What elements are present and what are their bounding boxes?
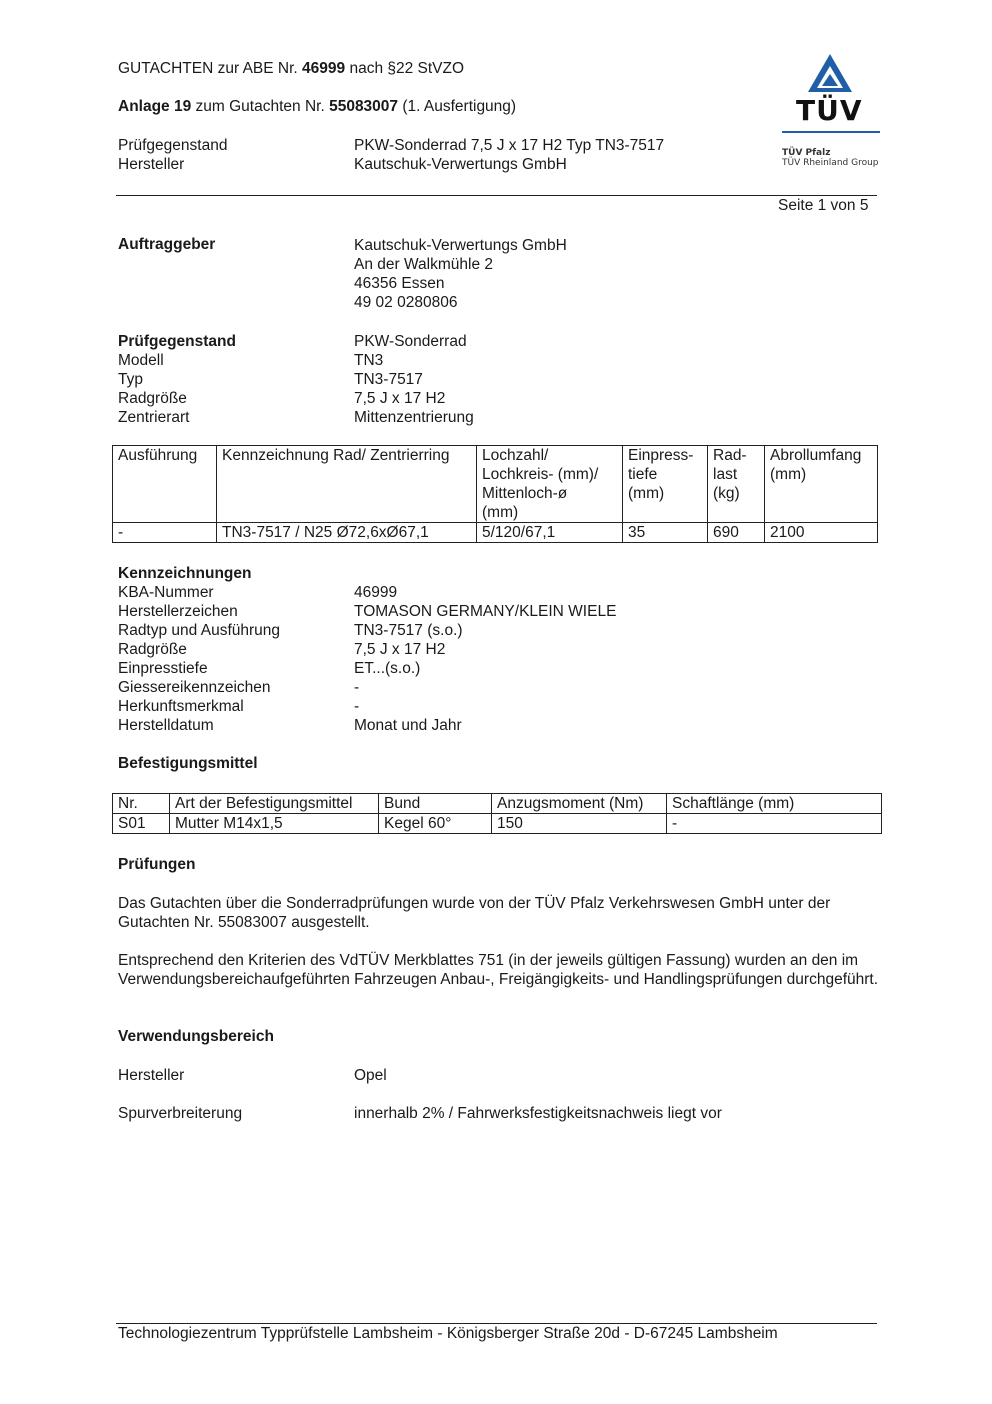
auftraggeber-label: Auftraggeber: [118, 236, 216, 253]
marking-value: -: [354, 679, 360, 696]
logo-sub1: TÜV Pfalz: [782, 148, 831, 158]
address-line: 49 02 0280806: [354, 294, 458, 311]
marking-label: Herstellerzeichen: [118, 603, 238, 620]
spec-value: Mittenzentrierung: [354, 409, 474, 426]
table-header-cell: Anzugsmoment (Nm): [492, 794, 667, 814]
table-cell: 2100: [765, 523, 878, 543]
marking-label: Radtyp und Ausführung: [118, 622, 281, 639]
marking-label: Radgröße: [118, 641, 187, 658]
marking-label: KBA-Nummer: [118, 584, 214, 601]
table-header-cell: Lochzahl/ Lochkreis- (mm)/ Mittenloch-ø (mm): [477, 446, 623, 523]
marking-value: 46999: [354, 584, 398, 601]
table-header-cell: Ausführung: [113, 446, 217, 523]
table-header-row: [113, 794, 882, 814]
annex-mid: zum Gutachten Nr.: [191, 98, 330, 115]
annex-line: [118, 98, 516, 116]
address-line: Kautschuk-Verwertungs GmbH: [354, 237, 567, 254]
section-title: Befestigungsmittel: [118, 755, 258, 772]
spec-label: Typ: [118, 371, 143, 388]
paragraph: Entsprechend den Kriterien des VdTÜV Merkblattes 751 (in der jeweils gültigen Fassung) wurden an den im Verwendungsbereichaufgeführten Fahrzeugen Anbau-, Freigängigkeits- und Handlingsprüfungen durchgeführt.: [118, 952, 879, 988]
spec-label: Prüfgegenstand: [118, 333, 236, 350]
marking-values: [354, 583, 616, 735]
report-number: 55083007: [329, 98, 399, 115]
header-value: PKW-Sonderrad 7,5 J x 17 H2 Typ TN3-7517: [354, 137, 665, 154]
table-row: [113, 814, 882, 834]
table-header-cell: Einpress- tiefe (mm): [623, 446, 708, 523]
table-header-cell: Schaftlänge (mm): [667, 794, 882, 814]
table-row: [113, 523, 878, 543]
marking-label: Herstelldatum: [118, 717, 214, 734]
section-title: Prüfungen: [118, 856, 196, 873]
usage-value: Opel: [354, 1067, 387, 1084]
document-title: [118, 60, 464, 78]
spec-label: Radgröße: [118, 390, 187, 407]
header-label: Hersteller: [118, 156, 185, 173]
paragraph: Das Gutachten über die Sonderradprüfungen wurde von der TÜV Pfalz Verkehrswesen GmbH unter der Gutachten Nr. 55083007 ausgestellt.: [118, 895, 831, 931]
tuev-logo: [742, 52, 920, 172]
abe-number: 46999: [302, 60, 346, 77]
address-line: 46356 Essen: [354, 275, 445, 292]
title-prefix: GUTACHTEN zur ABE Nr.: [118, 60, 303, 77]
table-cell: -: [667, 814, 882, 834]
section-title: Kennzeichnungen: [118, 565, 252, 582]
table-cell: Mutter M14x1,5: [170, 814, 379, 834]
title-suffix: nach §22 StVZO: [345, 60, 465, 77]
logo-text: TÜV: [796, 94, 863, 127]
annex-suffix: (1. Ausfertigung): [398, 98, 517, 115]
marking-value: TOMASON GERMANY/KLEIN WIELE: [354, 603, 617, 620]
table-cell: S01: [113, 814, 170, 834]
table-cell: 150: [492, 814, 667, 834]
marking-value: TN3-7517 (s.o.): [354, 622, 463, 639]
spec-value: 7,5 J x 17 H2: [354, 390, 446, 407]
table-cell: 690: [708, 523, 765, 543]
annex-number: Anlage 19: [118, 98, 192, 115]
marking-label: Herkunftsmerkmal: [118, 698, 244, 715]
table-cell: -: [113, 523, 217, 543]
section-title: Verwendungsbereich: [118, 1028, 274, 1045]
table-cell: 35: [623, 523, 708, 543]
table-header-row: [113, 446, 878, 523]
table-header-cell: Kennzeichnung Rad/ Zentrierring: [217, 446, 477, 523]
spec-values: [354, 332, 474, 427]
spec-label: Zentrierart: [118, 409, 190, 426]
table-header-cell: Abrollumfang (mm): [765, 446, 878, 523]
table-header-cell: Rad- last (kg): [708, 446, 765, 523]
header-value: Kautschuk-Verwertungs GmbH: [354, 156, 567, 173]
page-number: Seite 1 von 5: [778, 197, 869, 214]
address-line: An der Walkmühle 2: [354, 256, 493, 273]
header-divider: [116, 195, 877, 196]
usage-value: innerhalb 2% / Fahrwerksfestigkeitsnachweis liegt vor: [354, 1105, 722, 1122]
table-header-cell: Art der Befestigungsmittel: [170, 794, 379, 814]
marking-value: 7,5 J x 17 H2: [354, 641, 446, 658]
marking-value: Monat und Jahr: [354, 717, 462, 734]
spec-labels: [118, 332, 236, 427]
table-header-cell: Nr.: [113, 794, 170, 814]
auftraggeber-address: [354, 236, 567, 312]
footer-divider: [116, 1323, 877, 1324]
footer-text: Technologiezentrum Typprüfstelle Lambsheim - Königsberger Straße 20d - D-67245 Lambsheim: [118, 1325, 778, 1342]
usage-label: Spurverbreiterung: [118, 1105, 243, 1122]
marking-value: -: [354, 698, 360, 715]
table-cell: 5/120/67,1: [477, 523, 623, 543]
wheel-table: [112, 445, 878, 543]
spec-label: Modell: [118, 352, 164, 369]
spec-value: TN3-7517: [354, 371, 423, 388]
table-cell: Kegel 60°: [379, 814, 492, 834]
fastener-table: [112, 793, 882, 834]
logo-sub2: TÜV Rheinland Group: [782, 158, 879, 168]
table-header-cell: Bund: [379, 794, 492, 814]
marking-value: ET...(s.o.): [354, 660, 421, 677]
table-cell: TN3-7517 / N25 Ø72,6xØ67,1: [217, 523, 477, 543]
marking-label: Giessereikennzeichen: [118, 679, 271, 696]
spec-value: PKW-Sonderrad: [354, 333, 467, 350]
usage-label: Hersteller: [118, 1067, 185, 1084]
header-label: Prüfgegenstand: [118, 137, 228, 154]
marking-label: Einpresstiefe: [118, 660, 208, 677]
marking-labels: [118, 564, 280, 735]
spec-value: TN3: [354, 352, 384, 369]
